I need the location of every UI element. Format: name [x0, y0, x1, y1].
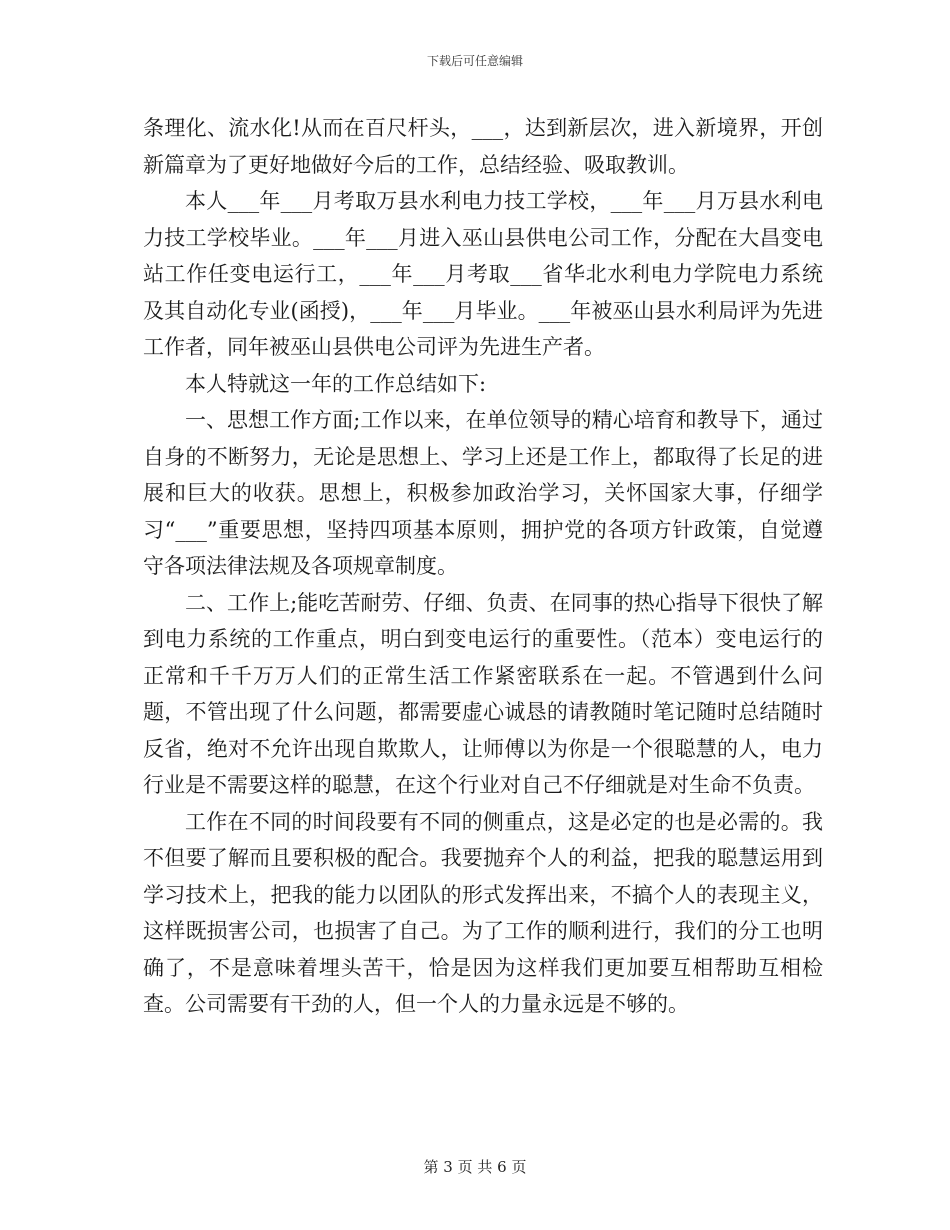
download-note: 下载后可任意编辑 [426, 54, 523, 68]
paragraph-4: 一、思想工作方面;工作以来，在单位领导的精心培育和教导下，通过自身的不断努力，无论是思想上、学习上还是工作上，都取得了长足的进展和巨大的收获。思想上，积极参加政治学习，关怀国家大事，仔细学习“___”重要思想，坚持四项基本原则，拥护党的各项方针政策，自觉遵守各项法律法规及各项规章制度。 [143, 408, 823, 578]
paragraph-5: 二、工作上;能吃苦耐劳、仔细、负责、在同事的热心指导下很快了解到电力系统的工作重点，明白到变电运行的重要性。（范本）变电运行的正常和千千万万人们的正常生活工作紧密联系在一起。不管遇到什么问题，不管出现了什么问题，都需要虚心诚恳的请教随时笔记随时总结随时反省，绝对不允许出现自欺欺人，让师傅以为你是一个很聪慧的人，电力行业是不需要这样的聪慧，在这个行业对自己不仔细就是对生命不负责。 [143, 590, 823, 797]
paragraph-6: 工作在不同的时间段要有不同的侧重点，这是必定的也是必需的。我不但要了解而且要积极的配合。我要抛弃个人的利益，把我的聪慧运用到学习技术上，把我的能力以团队的形式发挥出来，不搞个人的表现主义，这样既损害公司，也损害了自己。为了工作的顺利进行，我们的分工也明确了，不是意味着埋头苦干，恰是因为这样我们更加要互相帮助互相检查。公司需要有干劲的人，但一个人的力量永远是不够的。 [143, 809, 823, 1016]
document-body [143, 110, 823, 1023]
paragraph-2: 本人___年___月考取万县水利电力技工学校，___年___月万县水利电力技工学校毕业。___年___月进入巫山县供电公司工作，分配在大昌变电站工作任变电运行工，___年___月考取___省华北水利电力学院电力系统及其自动化专业(函授)，___年___月毕业。___年被巫山县水利局评为先进工作者，同年被巫山县供电公司评为先进生产者。 [143, 189, 823, 359]
paragraph-1: 条理化、流水化!从而在百尺杆头，___，达到新层次，进入新境界，开创新篇章为了更好地做好今后的工作，总结经验、吸取教训。 [143, 116, 823, 177]
paragraph-3: 本人特就这一年的工作总结如下: [185, 371, 487, 396]
page-number: 第 3 页 共 6 页 [423, 1158, 527, 1176]
